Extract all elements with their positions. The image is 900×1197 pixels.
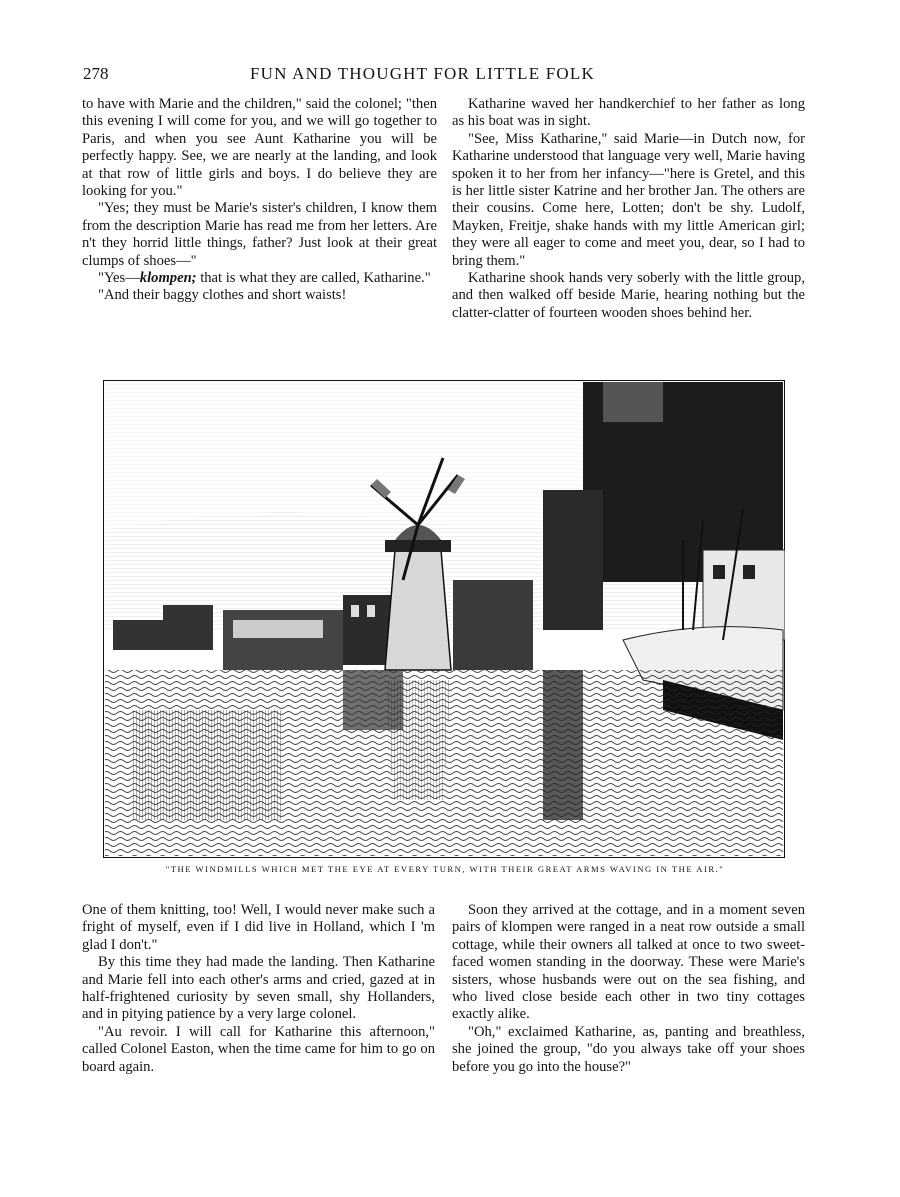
paragraph: "Au revoir. I will call for Katharine this afternoon," called Colonel Easton, when the time came for him to go on board again. <box>82 1023 435 1075</box>
paragraph: "See, Miss Katharine," said Marie—in Dutch now, for Katharine understood that language very well, Marie having spoken it to her from her infancy—"here is Gretel, and this is her little sister Katrine and her brother Jan. The others are their cousins. Come here, Lotten; don't be shy. Ludolf, Mayken, Freitje, shake hands with my little American girl; they were all eager to come and meet you, dear, so I had to bring them." <box>452 130 805 269</box>
paragraph: Katharine waved her handkerchief to her father as long as his boat was in sight. <box>452 96 805 130</box>
running-title: FUN AND THOUGHT FOR LITTLE FOLK <box>250 64 595 83</box>
bottom-right-column <box>452 902 805 1076</box>
paragraph: "Yes; they must be Marie's sister's children, I know them from the description Marie has read me from her letters. Are n't they horrid little things, father? Just look at their great clumps of shoes—" <box>82 200 437 269</box>
page-number: 278 <box>83 64 109 83</box>
bottom-left-column <box>82 902 435 1076</box>
paragraph: By this time they had made the landing. Then Katharine and Marie fell into each other's arms and cried, gazed at in half-frightened curiosity by seven small, shy Hollanders, and in pitying patience by a very large colonel. <box>82 954 435 1023</box>
paragraph: Katharine shook hands very soberly with the little group, and then walked off beside Marie, hearing nothing but the clatter-clatter of fourteen wooden shoes behind her. <box>452 270 805 321</box>
figure-caption: "THE WINDMILLS WHICH MET THE EYE AT EVERY TURN, WITH THEIR GREAT ARMS WAVING IN THE AIR." <box>165 864 725 874</box>
paragraph: Soon they arrived at the cottage, and in a moment seven pairs of klompen were ranged in a neat row outside a small cottage, while their owners all talked at once to two sweet-faced women standing in the doorway. These were Marie's sisters, whose husbands were out on the sea fishing, and who lived close beside each other in two tiny cottages exactly alike. <box>452 902 805 1023</box>
windmill-illustration <box>103 380 785 858</box>
top-right-column <box>452 96 805 322</box>
paragraph: One of them knitting, too! Well, I would never make such a fright of myself, even if I did live in Holland, which I 'm glad I don't." <box>82 902 435 953</box>
text-run: "Yes— <box>98 270 140 287</box>
paragraph: "And their baggy clothes and short waists! <box>98 287 347 304</box>
text-run: that is what they are called, Katharine." <box>196 270 431 287</box>
paragraph <box>82 270 437 287</box>
paragraph: to have with Marie and the children," said the colonel; "then this evening I will come for you, and we will go together to Paris, and when you see Aunt Katharine you will be perfectly happy. See, we are nearly at the landing, and look at that row of little girls and boys. I do believe they are looking for you." <box>82 96 437 200</box>
emphasis-klompen: klompen; <box>139 270 197 287</box>
top-left-column <box>82 96 437 305</box>
paragraph: "Oh," exclaimed Katharine, as, panting and breathless, she joined the group, "do you always take off your shoes before you go into the house?" <box>452 1023 805 1075</box>
